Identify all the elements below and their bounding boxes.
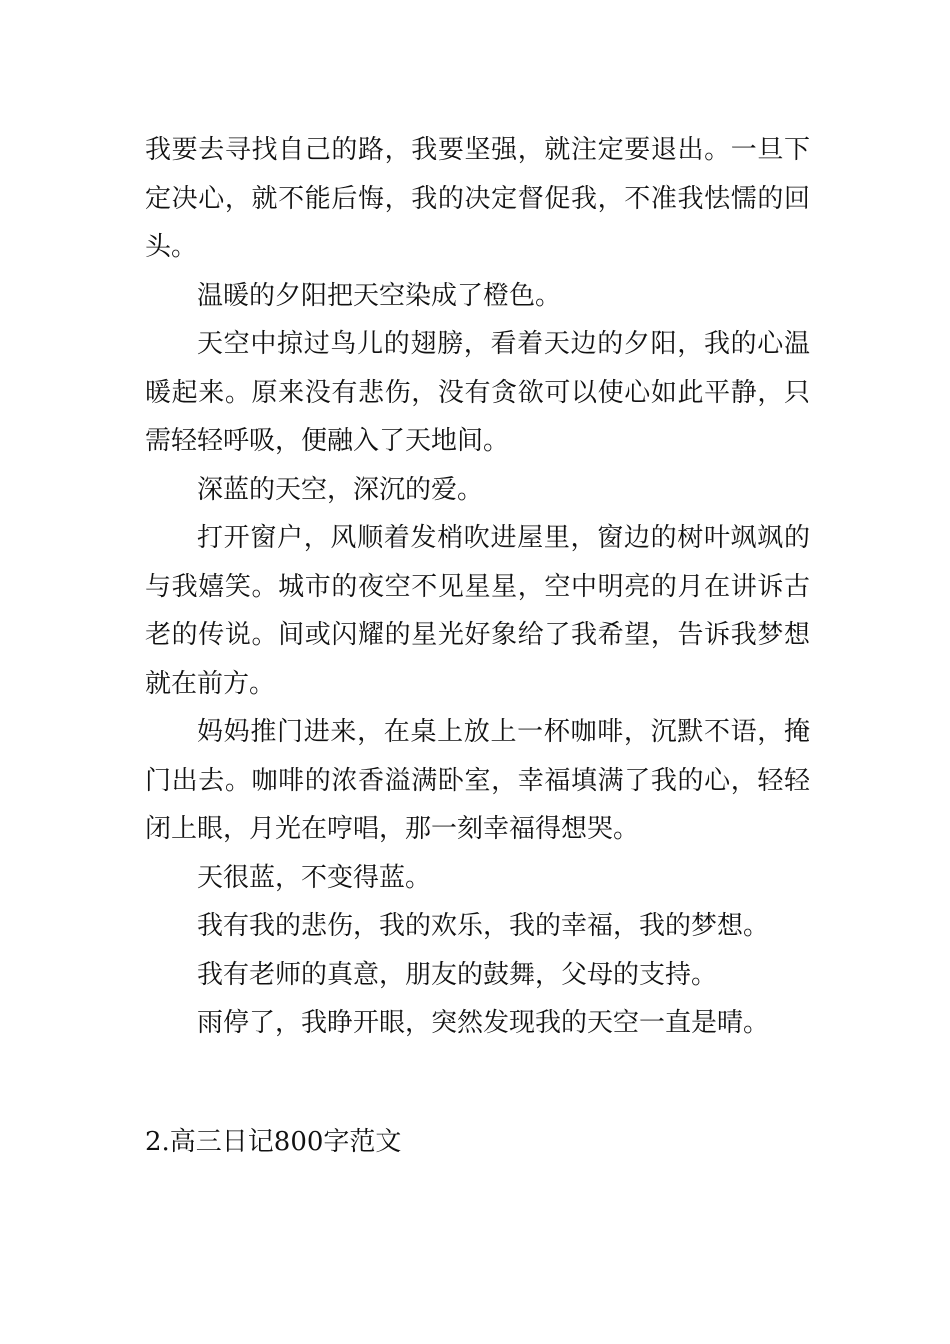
paragraph: 温暖的夕阳把天空染成了橙色。 bbox=[197, 280, 562, 311]
paragraph: 深蓝的天空，深沉的爱。 bbox=[197, 474, 484, 505]
paragraph: 我有老师的真意，朋友的鼓舞，父母的支持。 bbox=[197, 959, 718, 990]
section-heading: 2.高三日记800字范文 bbox=[145, 1127, 402, 1157]
paragraph: 天空中掠过鸟儿的翅膀，看着天边的夕阳，我的心温暖起来。原来没有悲伤，没有贪欲可以使心如此平静，只需轻轻呼吸，便融入了天地间。 bbox=[145, 329, 810, 456]
paragraph: 妈妈推门进来，在桌上放上一杯咖啡，沉默不语，掩门出去。咖啡的浓香溢满卧室，幸福填满了我的心，轻轻闭上眼，月光在哼唱，那一刻幸福得想哭。 bbox=[145, 717, 810, 844]
paragraph-continuation: 我要去寻找自己的路，我要坚强，就注定要退出。一旦下定决心，就不能后悔，我的决定督促我，不准我怯懦的回头。 bbox=[145, 135, 810, 262]
paragraph: 我有我的悲伤，我的欢乐，我的幸福，我的梦想。 bbox=[197, 911, 770, 941]
paragraph: 打开窗户，风顺着发梢吹进屋里，窗边的树叶飒飒的与我嬉笑。城市的夜空不见星星，空中明亮的月在讲诉古老的传说。间或闪耀的星光好象给了我希望，告诉我梦想就在前方。 bbox=[145, 523, 810, 699]
paragraph: 雨停了，我睁开眼，突然发现我的天空一直是晴。 bbox=[197, 1008, 770, 1038]
body-text bbox=[145, 126, 810, 1048]
paragraph: 天很蓝，不变得蓝。 bbox=[197, 862, 432, 893]
